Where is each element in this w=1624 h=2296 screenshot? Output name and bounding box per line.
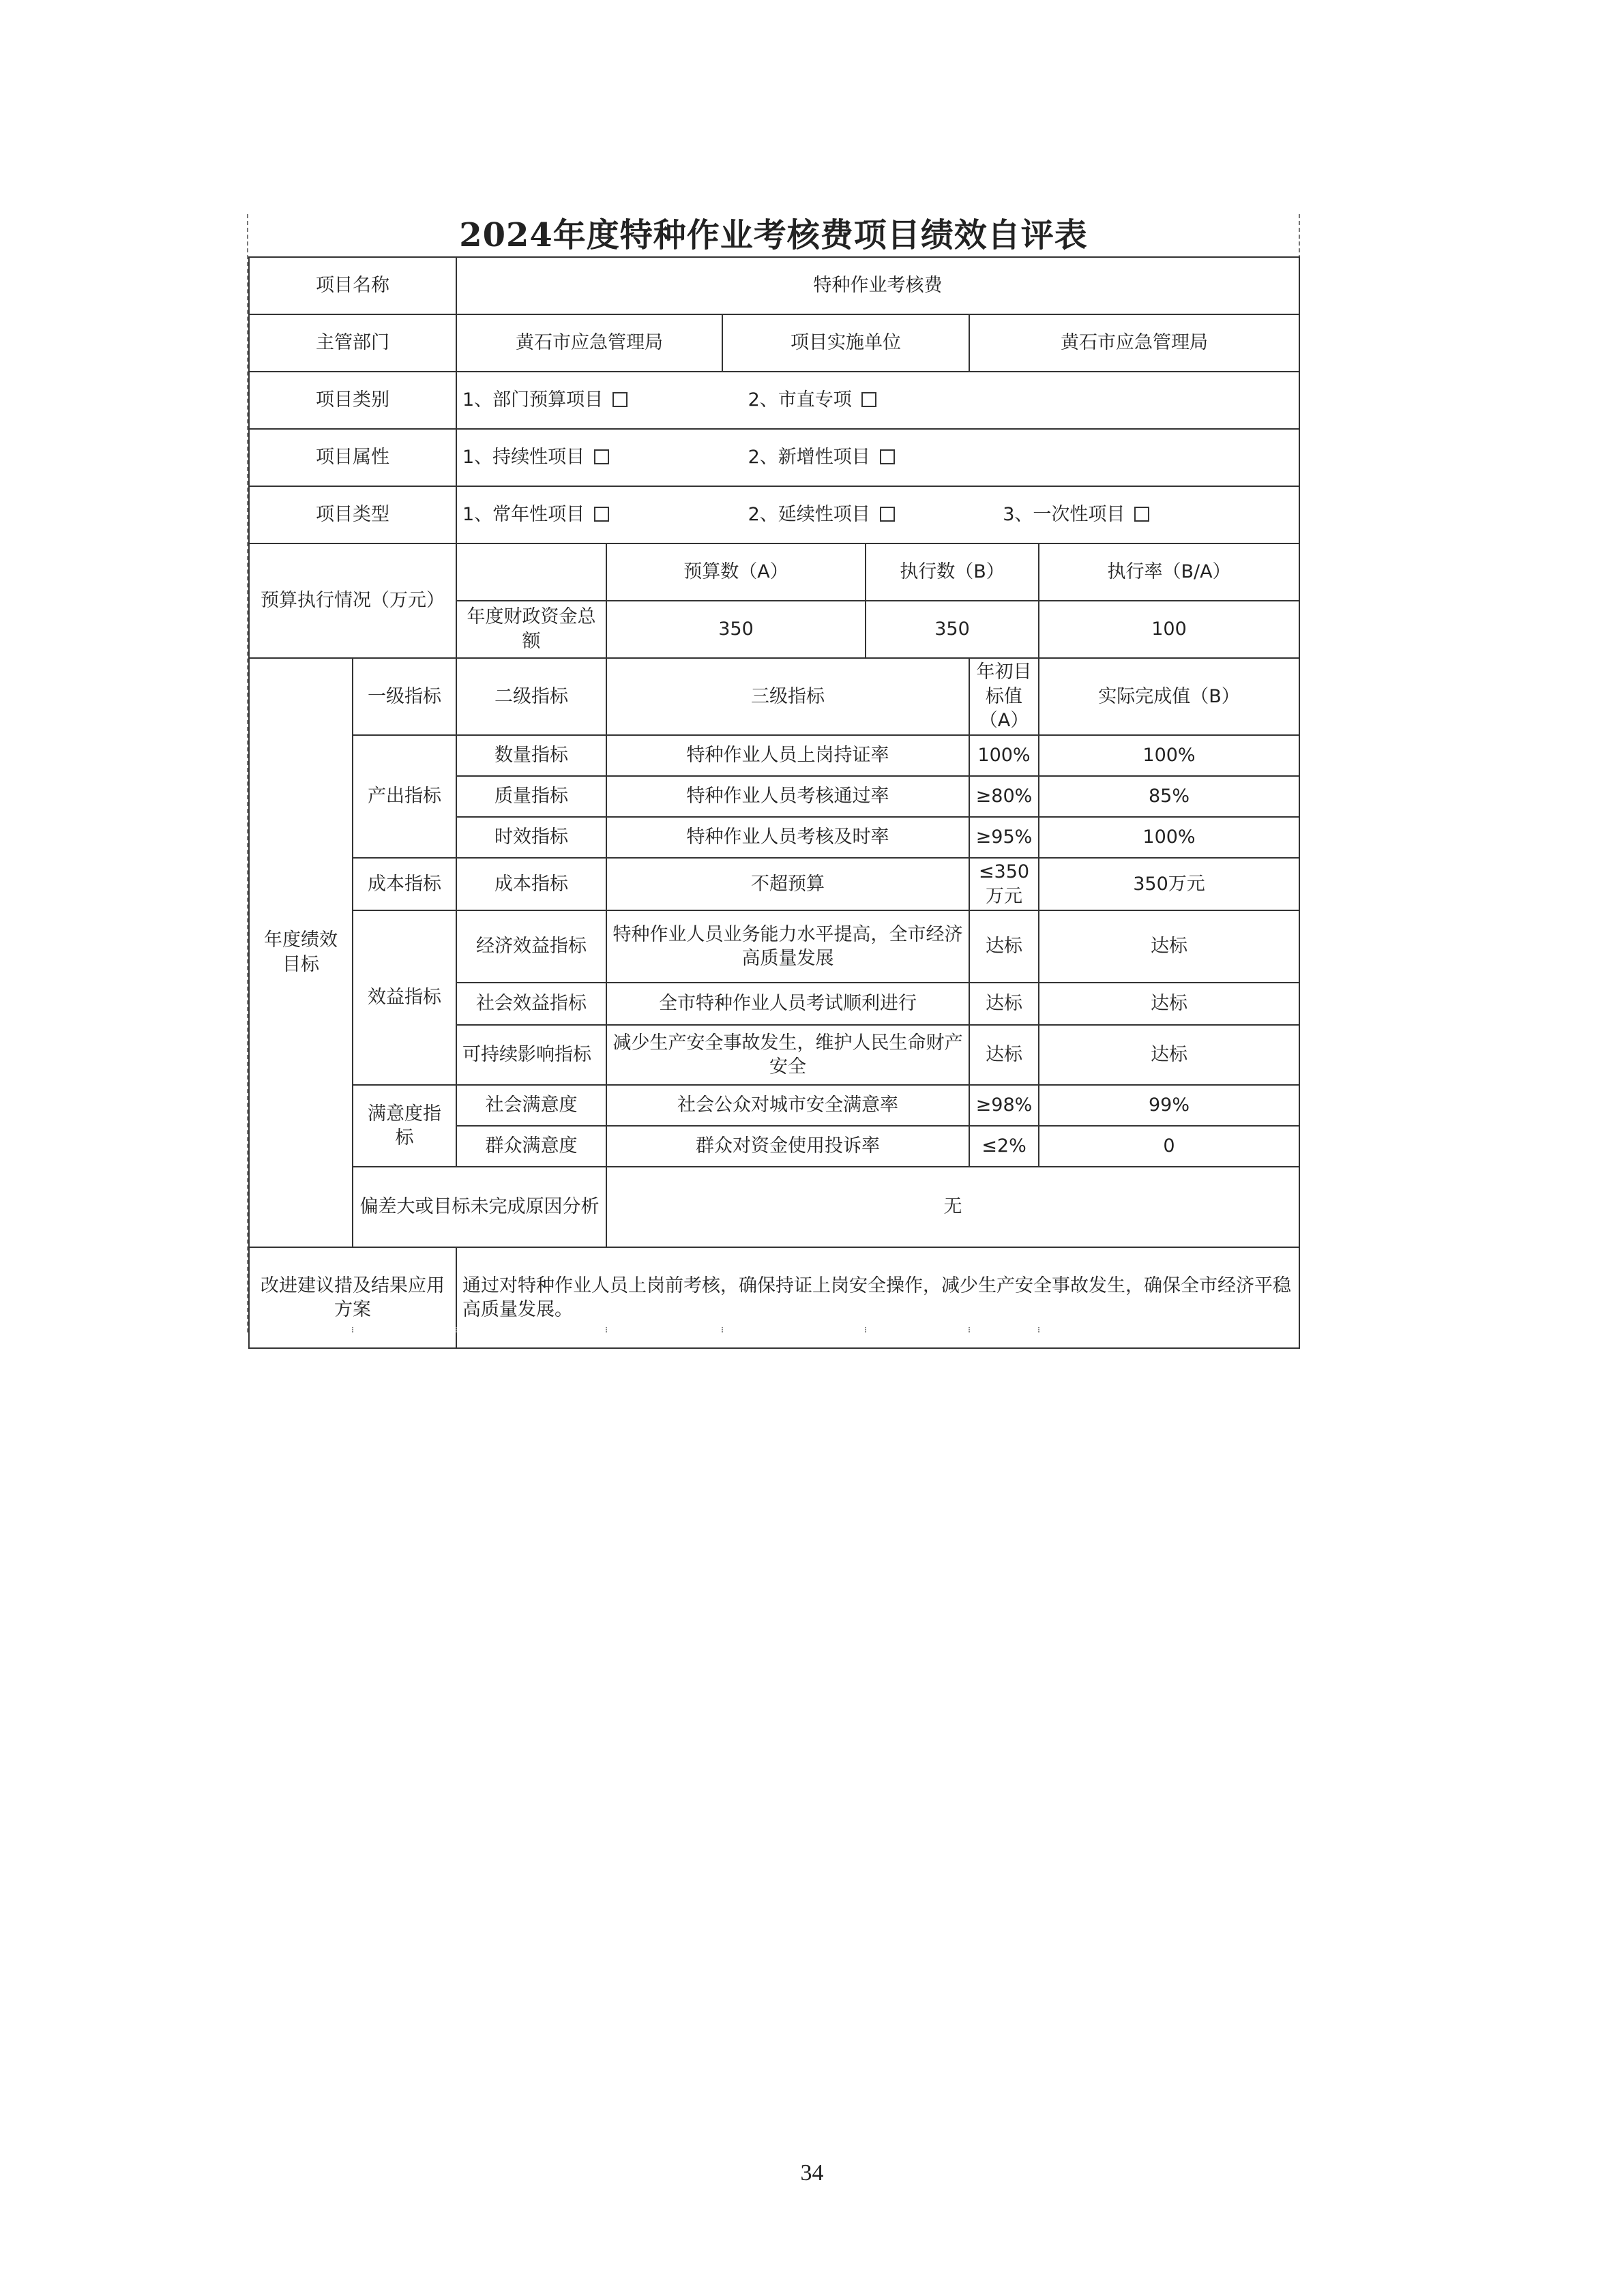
- deviation-value: 无: [606, 1167, 1299, 1247]
- indicator-level3: 群众对资金使用投诉率: [606, 1126, 969, 1167]
- row-type: [249, 486, 1299, 543]
- type-option-3: [1003, 503, 1149, 527]
- type-option-2-text: 2、延续性项目: [748, 504, 870, 526]
- indicator-level2: 社会效益指标: [456, 983, 606, 1025]
- row-project-name: [249, 257, 1299, 314]
- indicator-level2: 群众满意度: [456, 1126, 606, 1167]
- indicator-actual: 达标: [1039, 983, 1299, 1025]
- indicator-level2: 数量指标: [456, 735, 606, 776]
- type-options: [456, 486, 1299, 543]
- category-option-1: [462, 388, 742, 413]
- row-department: [249, 314, 1299, 372]
- cost-indicator-label: 成本指标: [353, 858, 456, 910]
- budget-row-label: 年度财政资金总额: [456, 601, 606, 658]
- category-option-2-text: 2、市直专项: [748, 389, 852, 411]
- budget-label: 预算执行情况（万元）: [249, 543, 456, 658]
- category-option-1-text: 1、部门预算项目: [462, 389, 604, 411]
- table-row: [249, 858, 1299, 910]
- type-option-3-text: 3、一次性项目: [1003, 504, 1125, 526]
- divider-tick: [606, 1327, 608, 1332]
- evaluation-table: [248, 256, 1300, 1349]
- type-option-1: [462, 503, 742, 527]
- row-attribute: [249, 429, 1299, 486]
- indicator-actual: 达标: [1039, 1025, 1299, 1085]
- divider-tick: [456, 1327, 458, 1332]
- indicator-target: 达标: [969, 910, 1039, 983]
- project-name-label: 项目名称: [249, 257, 456, 314]
- indicator-level2: 社会满意度: [456, 1085, 606, 1126]
- perf-group-label: 年度绩效目标: [249, 658, 353, 1247]
- indicator-level3: 社会公众对城市安全满意率: [606, 1085, 969, 1126]
- indicator-target: 达标: [969, 983, 1039, 1025]
- type-option-1-text: 1、常年性项目: [462, 504, 585, 526]
- indicator-actual: 85%: [1039, 776, 1299, 817]
- table-row: [249, 1085, 1299, 1126]
- indicator-actual: 350万元: [1039, 858, 1299, 910]
- dept-value: 黄石市应急管理局: [456, 314, 722, 372]
- form-title: 2024年度特种作业考核费项目绩效自评表: [459, 216, 1088, 254]
- indicator-actual: 达标: [1039, 910, 1299, 983]
- indicator-level3: 特种作业人员考核通过率: [606, 776, 969, 817]
- evaluation-sheet: [247, 214, 1300, 1332]
- divider-tick: [865, 1327, 868, 1332]
- category-option-2: [748, 388, 876, 413]
- perf-header-level2: 二级指标: [456, 658, 606, 735]
- row-category: [249, 372, 1299, 429]
- attribute-option-2-text: 2、新增性项目: [748, 447, 870, 468]
- indicator-level2: 质量指标: [456, 776, 606, 817]
- divider-tick: [352, 1327, 355, 1332]
- divider-tick: [1038, 1327, 1041, 1332]
- indicator-actual: 0: [1039, 1126, 1299, 1167]
- indicator-level3: 特种作业人员业务能力水平提高，全市经济高质量发展: [606, 910, 969, 983]
- impl-unit-label: 项目实施单位: [722, 314, 969, 372]
- row-perf-header: [249, 658, 1299, 735]
- category-options: [456, 372, 1299, 429]
- table-row: [249, 910, 1299, 983]
- attribute-option-1: [462, 445, 742, 470]
- divider-tick: [722, 1327, 724, 1332]
- type-option-2: [748, 503, 997, 527]
- indicator-target: ≥80%: [969, 776, 1039, 817]
- page-number: 34: [800, 2160, 824, 2186]
- checkbox-icon: [594, 507, 609, 522]
- indicator-target: ≥95%: [969, 817, 1039, 858]
- perf-header-level3: 三级指标: [606, 658, 969, 735]
- perf-header-level1: 一级指标: [353, 658, 456, 735]
- budget-header-empty: [456, 543, 606, 601]
- indicator-level2: 成本指标: [456, 858, 606, 910]
- indicator-target: ≥98%: [969, 1085, 1039, 1126]
- improvement-label: 改进建议措及结果应用方案: [249, 1247, 456, 1348]
- indicator-level3: 不超预算: [606, 858, 969, 910]
- output-indicator-label: 产出指标: [353, 735, 456, 858]
- indicator-target: ≤2%: [969, 1126, 1039, 1167]
- indicator-actual: 100%: [1039, 735, 1299, 776]
- row-deviation: [249, 1167, 1299, 1247]
- indicator-actual: 99%: [1039, 1085, 1299, 1126]
- dept-label: 主管部门: [249, 314, 456, 372]
- indicator-level2: 时效指标: [456, 817, 606, 858]
- impl-unit-value: 黄石市应急管理局: [969, 314, 1299, 372]
- budget-col-budget: 预算数（A）: [606, 543, 866, 601]
- checkbox-icon: [612, 392, 628, 407]
- rate-value: 100: [1039, 601, 1299, 658]
- row-improvement: [249, 1247, 1299, 1348]
- indicator-level3: 全市特种作业人员考试顺利进行: [606, 983, 969, 1025]
- category-label: 项目类别: [249, 372, 456, 429]
- table-row: [249, 735, 1299, 776]
- checkbox-icon: [880, 449, 895, 464]
- attribute-option-2: [748, 445, 895, 470]
- attribute-option-1-text: 1、持续性项目: [462, 447, 585, 468]
- project-name-value: 特种作业考核费: [456, 257, 1299, 314]
- indicator-level3: 特种作业人员上岗持证率: [606, 735, 969, 776]
- budget-col-rate: 执行率（B/A）: [1039, 543, 1299, 601]
- indicator-level3: 减少生产安全事故发生，维护人民生命财产安全: [606, 1025, 969, 1085]
- attribute-label: 项目属性: [249, 429, 456, 486]
- attribute-options: [456, 429, 1299, 486]
- improvement-value: 通过对特种作业人员上岗前考核，确保持证上岗安全操作，减少生产安全事故发生，确保全市经济平稳高质量发展。: [456, 1247, 1299, 1348]
- deviation-label: 偏差大或目标未完成原因分析: [353, 1167, 606, 1247]
- checkbox-icon: [594, 449, 609, 464]
- type-label: 项目类型: [249, 486, 456, 543]
- table-bottom-divider: [248, 1327, 1299, 1332]
- indicator-target: 100%: [969, 735, 1039, 776]
- checkbox-icon: [861, 392, 876, 407]
- indicator-level3: 特种作业人员考核及时率: [606, 817, 969, 858]
- indicator-level2: 经济效益指标: [456, 910, 606, 983]
- divider-tick: [969, 1327, 971, 1332]
- exec-value: 350: [866, 601, 1039, 658]
- indicator-level2: 可持续影响指标: [456, 1025, 606, 1085]
- satisfaction-indicator-label: 满意度指标: [353, 1085, 456, 1167]
- perf-header-actual: 实际完成值（B）: [1039, 658, 1299, 735]
- row-budget-header: [249, 543, 1299, 601]
- indicator-actual: 100%: [1039, 817, 1299, 858]
- indicator-target: 达标: [969, 1025, 1039, 1085]
- indicator-target: ≤350万元: [969, 858, 1039, 910]
- checkbox-icon: [880, 507, 895, 522]
- budget-value: 350: [606, 601, 866, 658]
- checkbox-icon: [1134, 507, 1149, 522]
- benefit-indicator-label: 效益指标: [353, 910, 456, 1085]
- budget-col-exec: 执行数（B）: [866, 543, 1039, 601]
- perf-header-target: 年初目标值（A）: [969, 658, 1039, 735]
